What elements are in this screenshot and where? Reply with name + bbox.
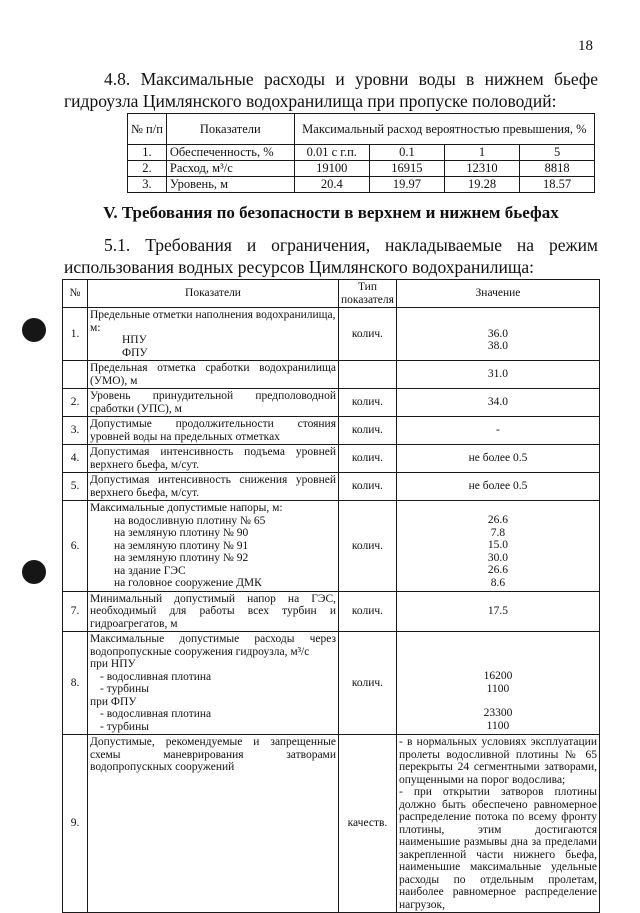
col-indicator-header: Показатели — [88, 280, 339, 308]
cell: 19100 — [294, 161, 369, 177]
value-line: 36.0 — [487, 327, 509, 340]
row-label: Предельная отметка сработки водохранилища (УМО), м — [88, 361, 339, 389]
row-value: - — [396, 417, 599, 445]
col-type-header: Тип показателя — [339, 280, 397, 308]
col-number-header: № — [63, 280, 88, 308]
row-label: Допустимая интенсивность подъема уровней верхнего бьефа, м/сут. — [88, 445, 339, 473]
row-number: 6. — [63, 501, 88, 592]
discharge-levels-table — [127, 113, 595, 193]
value-line: 7.8 — [490, 526, 506, 539]
cell: 19.28 — [444, 177, 519, 193]
requirements-table — [62, 279, 600, 913]
label-line: на земляную плотину № 91 — [114, 539, 249, 552]
table-row — [128, 161, 595, 177]
col-number-header: № п/п — [128, 114, 167, 145]
row-number: 9. — [63, 735, 88, 913]
row-number: 3. — [63, 417, 88, 445]
value-line: 38.0 — [487, 340, 509, 352]
table-row — [63, 473, 600, 501]
row-label — [88, 501, 339, 592]
label-line: на водосливную плотину № 65 — [114, 514, 266, 527]
cell: 18.57 — [520, 177, 595, 193]
col-max-discharge-header: Максимальный расход вероятностью превышения, % — [294, 114, 594, 145]
cell: 20.4 — [294, 177, 369, 193]
row-value — [396, 632, 599, 735]
label-line: - водосливная плотина — [100, 708, 212, 720]
row-value — [396, 501, 599, 592]
binder-hole — [22, 560, 46, 584]
label-line: Предельные отметки наполнения водохранилища, м: — [90, 309, 336, 334]
value-line: 15.0 — [487, 539, 509, 552]
value-line: 30.0 — [487, 551, 509, 564]
row-label: Допустимая интенсивность снижения уровней верхнего бьефа, м/сут. — [88, 473, 339, 501]
row-type: колич. — [339, 473, 397, 501]
value-paragraph: - при открытии затворов плотины должно быть обеспечено равномерное распределение потока по всему фронту плотины, этим достигаются наименьшие размывы дна за пределами закрепленной части нижнего бьефа, наименьшие максимальные удельные расходы по отдельным пролетам, наиболее равномерное распределение нагрузок, — [398, 786, 597, 911]
row-label: Допустимые, рекомендуемые и запрещенные схемы маневрирования затворами водопропускных сооружений — [88, 735, 339, 913]
col-indicator-header: Показатели — [166, 114, 294, 145]
section-text: Максимальные расходы и уровни воды в нижнем бьефе гидроузла Цимлянского водохранилища при пропуске половодий: — [64, 69, 599, 111]
table-row — [63, 308, 600, 361]
col-value-header: Значение — [396, 280, 599, 308]
row-value: 34.0 — [396, 389, 599, 417]
table-row — [63, 445, 600, 473]
table-row — [128, 145, 595, 161]
row-number: 7. — [63, 591, 88, 632]
value-line: 26.6 — [487, 564, 509, 577]
cell: 8818 — [520, 161, 595, 177]
value-line: 8.6 — [490, 576, 506, 589]
row-number: 1. — [128, 145, 167, 161]
table-row — [63, 591, 600, 632]
cell: 0.01 с г.п. — [294, 145, 369, 161]
section-number: 5.1. — [104, 235, 131, 255]
cell: 12310 — [444, 161, 519, 177]
row-type: колич. — [339, 632, 397, 735]
row-type: колич. — [339, 445, 397, 473]
label-line: Максимальные допустимые расходы через водопропускные сооружения гидроузла, м³/с — [90, 633, 336, 658]
label-line: НПУ — [122, 334, 147, 346]
page-number: 18 — [578, 38, 593, 54]
binder-hole — [22, 318, 46, 342]
row-value: не более 0.5 — [396, 473, 599, 501]
cell: 19.97 — [369, 177, 444, 193]
table-row — [63, 417, 600, 445]
label-line: на головное сооружение ДМК — [114, 577, 262, 589]
row-type: колич. — [339, 417, 397, 445]
row-label: Минимальный допустимый напор на ГЭС, необходимый для работы всех турбин и гидроагрегатов, м — [88, 591, 339, 632]
row-number — [63, 361, 88, 389]
label-line: - турбины — [100, 683, 149, 695]
row-type: колич. — [339, 308, 397, 361]
label-line: при ФПУ — [90, 695, 137, 708]
label-line: на земляную плотину № 92 — [114, 552, 249, 564]
row-value: не более 0.5 — [396, 445, 599, 473]
label-line: на земляную плотину № 90 — [114, 527, 249, 539]
row-label: Обеспеченность, % — [166, 145, 294, 161]
row-label: Расход, м³/с — [166, 161, 294, 177]
value-line: 23300 — [483, 707, 513, 719]
row-label: Уровень, м — [166, 177, 294, 193]
row-type — [339, 361, 397, 389]
value-line: 1100 — [486, 719, 510, 732]
table-row — [63, 501, 600, 592]
value-line: 1100 — [486, 682, 510, 695]
row-label — [88, 632, 339, 735]
table-row — [63, 361, 600, 389]
row-label: Уровень принудительной предполоводной сработки (УПС), м — [88, 389, 339, 417]
row-value — [396, 735, 599, 913]
row-type: колич. — [339, 591, 397, 632]
row-number: 1. — [63, 308, 88, 361]
section-number: 4.8. — [104, 69, 131, 89]
section-4-8-heading — [64, 68, 598, 112]
row-number: 2. — [63, 389, 88, 417]
label-line: ФПУ — [122, 346, 148, 359]
cell: 0.1 — [369, 145, 444, 161]
label-line: на здание ГЭС — [114, 564, 186, 577]
row-number: 3. — [128, 177, 167, 193]
label-line: - водосливная плотина — [100, 670, 212, 683]
table-row — [63, 632, 600, 735]
section-text: Требования и ограничения, накладываемые на режим использования водных ресурсов Цимлянского водохранилища: — [64, 235, 599, 277]
value-line: 16200 — [483, 670, 513, 682]
table-row — [128, 177, 595, 193]
row-number: 4. — [63, 445, 88, 473]
value-paragraph: - в нормальных условиях эксплуатации пролеты водосливной плотины № 65 перекрыты 24 сегментными затворами, опущенными на порог водослива; — [398, 736, 597, 786]
cell: 5 — [520, 145, 595, 161]
row-value: 31.0 — [396, 361, 599, 389]
cell: 16915 — [369, 161, 444, 177]
label-line: - турбины — [100, 720, 149, 733]
label-line: при НПУ — [90, 658, 136, 670]
row-value: 17.5 — [396, 591, 599, 632]
value-line: 26.6 — [487, 514, 509, 527]
section-v-title: V. Требования по безопасности в верхнем и нижнем бьефах — [103, 203, 559, 222]
row-number: 8. — [63, 632, 88, 735]
label-line: Максимальные допустимые напоры, м: — [90, 502, 283, 514]
table-row — [63, 389, 600, 417]
row-type: колич. — [339, 389, 397, 417]
row-type: качеств. — [339, 735, 397, 913]
row-number: 2. — [128, 161, 167, 177]
table-row — [63, 735, 600, 913]
cell: 1 — [444, 145, 519, 161]
section-5-1-heading — [64, 234, 598, 278]
row-number: 5. — [63, 473, 88, 501]
row-label — [88, 308, 339, 361]
row-type: колич. — [339, 501, 397, 592]
row-label: Допустимые продолжительности стояния уровней воды на предельных отметках — [88, 417, 339, 445]
row-value — [396, 308, 599, 361]
